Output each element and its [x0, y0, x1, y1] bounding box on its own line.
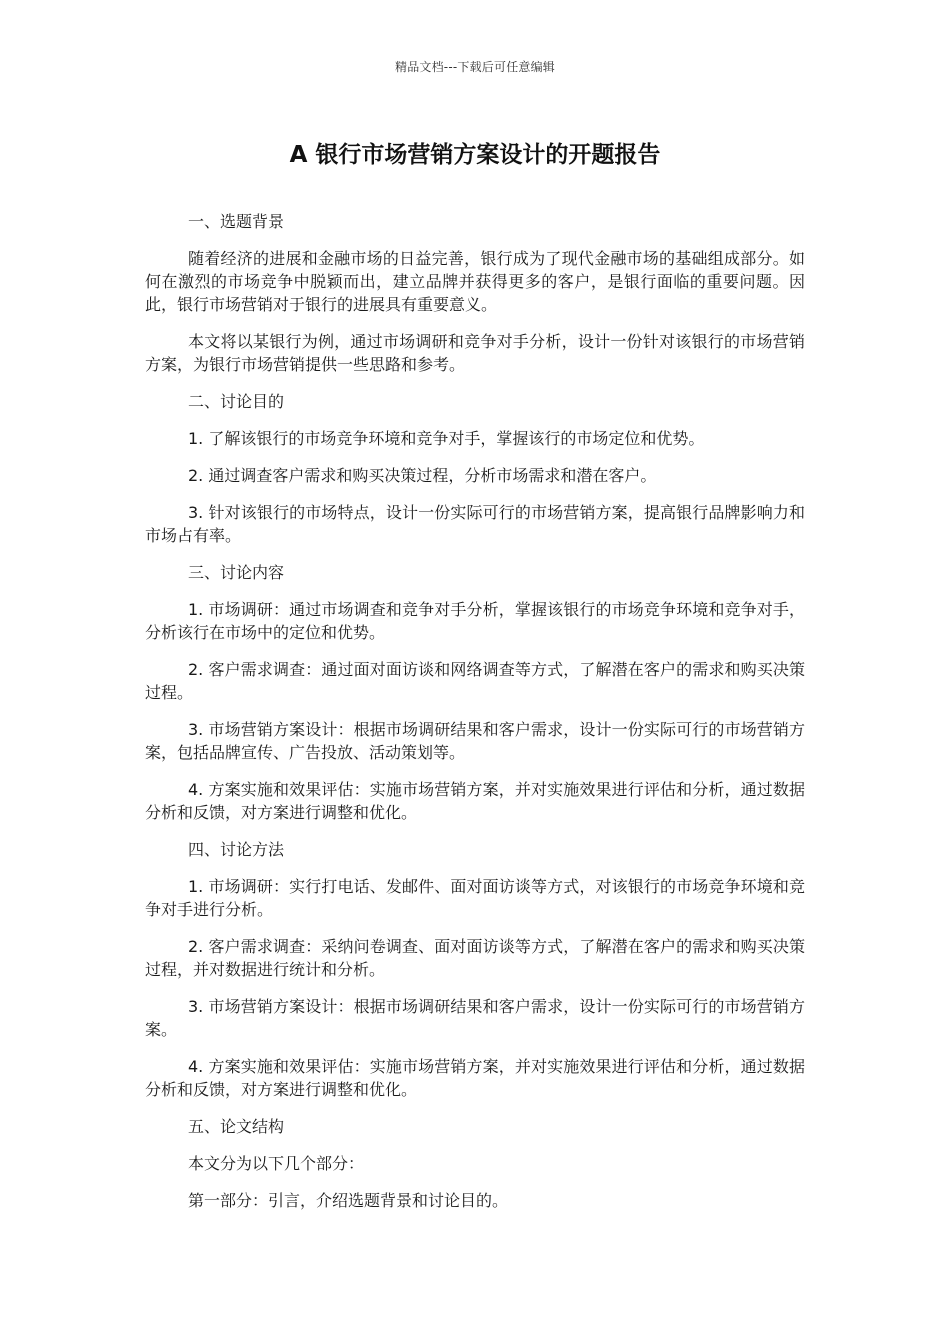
paragraph: 随着经济的进展和金融市场的日益完善，银行成为了现代金融市场的基础组成部分。如何在激烈的市场竞争中脱颖而出，建立品牌并获得更多的客户，是银行面临的重要问题。因此，银行市场营销对于银行的进展具有重要意义。 [145, 249, 805, 314]
list-item: 2. 客户需求调查：通过面对面访谈和网络调查等方式，了解潜在客户的需求和购买决策过程。 [145, 660, 805, 702]
list-item: 4. 方案实施和效果评估：实施市场营销方案，并对实施效果进行评估和分析，通过数据分析和反馈，对方案进行调整和优化。 [145, 1057, 805, 1099]
document-title: A 银行市场营销方案设计的开题报告 [289, 142, 661, 168]
section-heading-background: 一、选题背景 [188, 212, 285, 231]
list-item: 4. 方案实施和效果评估：实施市场营销方案，并对实施效果进行评估和分析，通过数据分析和反馈，对方案进行调整和优化。 [145, 780, 805, 822]
header-note: 精品文档---下载后可任意编辑 [395, 60, 555, 74]
paragraph: 本文将以某银行为例，通过市场调研和竞争对手分析，设计一份针对该银行的市场营销方案，为银行市场营销提供一些思路和参考。 [145, 332, 805, 374]
section-heading-structure: 五、论文结构 [188, 1117, 285, 1136]
list-item: 3. 针对该银行的市场特点，设计一份实际可行的市场营销方案，提高银行品牌影响力和市场占有率。 [145, 503, 805, 545]
paragraph: 本文分为以下几个部分： [188, 1154, 365, 1173]
section-heading-purpose: 二、讨论目的 [188, 392, 285, 411]
section-heading-method: 四、讨论方法 [188, 840, 285, 859]
list-item: 1. 了解该银行的市场竞争环境和竞争对手，掌握该行的市场定位和优势。 [188, 429, 705, 448]
paragraph: 第一部分：引言，介绍选题背景和讨论目的。 [188, 1191, 509, 1210]
list-item: 3. 市场营销方案设计：根据市场调研结果和客户需求，设计一份实际可行的市场营销方案。 [145, 997, 805, 1039]
list-item: 1. 市场调研：实行打电话、发邮件、面对面访谈等方式，对该银行的市场竞争环境和竞争对手进行分析。 [145, 877, 805, 919]
document-body [145, 210, 805, 1226]
list-item: 2. 客户需求调查：采纳问卷调查、面对面访谈等方式，了解潜在客户的需求和购买决策过程，并对数据进行统计和分析。 [145, 937, 805, 979]
section-heading-content: 三、讨论内容 [188, 563, 285, 582]
list-item: 3. 市场营销方案设计：根据市场调研结果和客户需求，设计一份实际可行的市场营销方案，包括品牌宣传、广告投放、活动策划等。 [145, 720, 805, 762]
list-item: 2. 通过调查客户需求和购买决策过程，分析市场需求和潜在客户。 [188, 466, 657, 485]
list-item: 1. 市场调研：通过市场调查和竞争对手分析，掌握该银行的市场竞争环境和竞争对手，分析该行在市场中的定位和优势。 [145, 600, 805, 642]
